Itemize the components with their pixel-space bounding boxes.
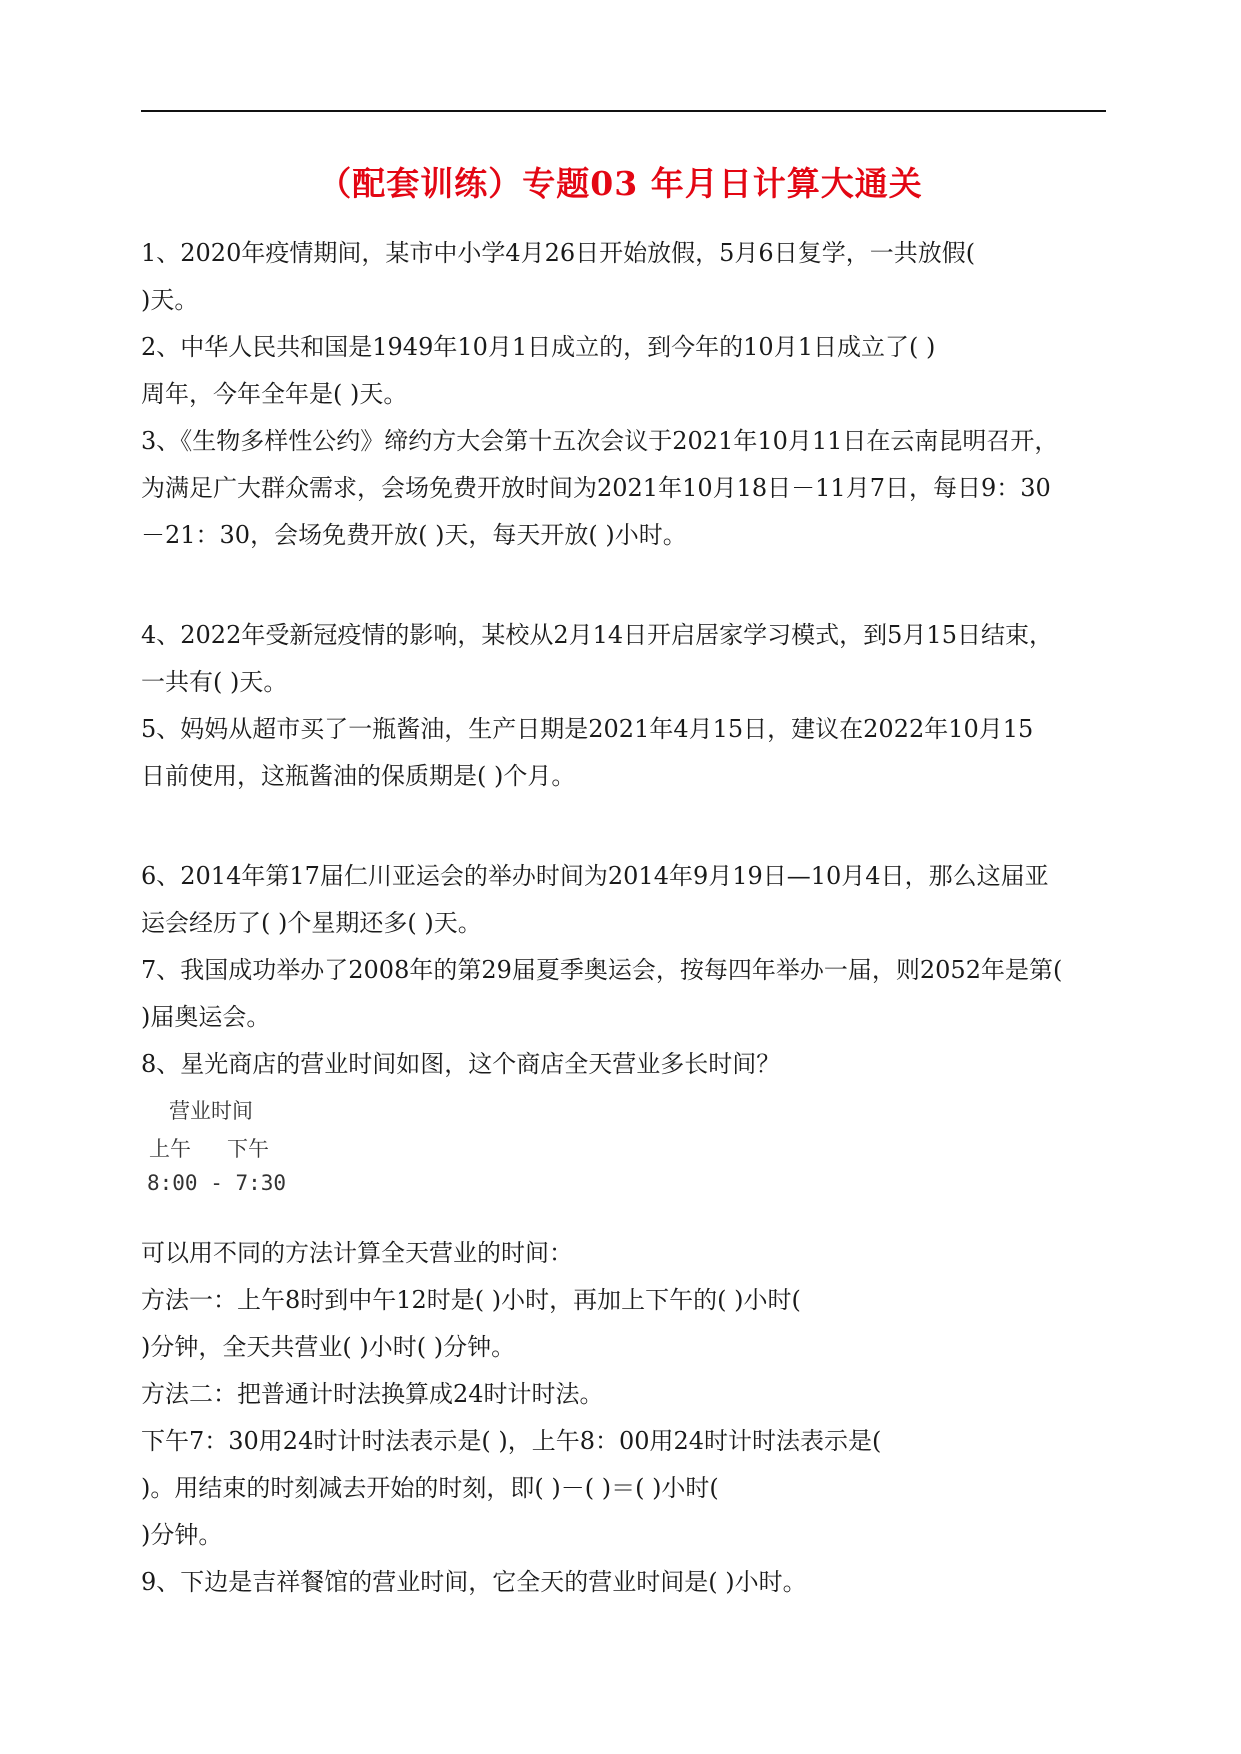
method-2-line-2: 下午7：30用24时计时法表示是( )，上午8：00用24时计时法表示是( xyxy=(141,1427,882,1455)
business-hours-figure xyxy=(141,1095,301,1215)
question-9-line-1: 9、下边是吉祥餐馆的营业时间，它全天的营业时间是( )小时。 xyxy=(141,1568,807,1596)
method-2-line-4: )分钟。 xyxy=(141,1521,223,1549)
question-6-line-2: 运会经历了( )个星期还多( )天。 xyxy=(141,909,482,937)
question-3-line-3: －21：30，会场免费开放( )天，每天开放( )小时。 xyxy=(141,521,687,549)
figure-time-range: 8:00 - 7:30 xyxy=(147,1171,287,1195)
question-4-line-2: 一共有( )天。 xyxy=(141,668,288,696)
question-4-line-1: 4、2022年受新冠疫情的影响，某校从2月14日开启居家学习模式，到5月15日结束， xyxy=(141,621,1053,649)
question-6-line-1: 6、2014年第17届仁川亚运会的举办时间为2014年9月19日—10月4日，那么这届亚 xyxy=(141,862,1049,890)
method-1-line-2: )分钟，全天共营业( )小时( )分钟。 xyxy=(141,1333,516,1361)
question-5-line-1: 5、妈妈从超市买了一瓶酱油，生产日期是2021年4月15日，建议在2022年10月15 xyxy=(141,715,1034,743)
question-7-line-2: )届奥运会。 xyxy=(141,1003,271,1031)
question-8-intro: 可以用不同的方法计算全天营业的时间： xyxy=(141,1239,573,1267)
question-3-line-2: 为满足广大群众需求，会场免费开放时间为2021年10月18日－11月7日，每日9：30 xyxy=(141,474,1051,502)
page-title: （配套训练）专题03 年月日计算大通关 xyxy=(318,164,923,203)
figure-pm-label: 下午 xyxy=(227,1137,269,1161)
question-3-line-1: 3、《生物多样性公约》缔约方大会第十五次会议于2021年10月11日在云南昆明召开， xyxy=(141,427,1059,455)
question-1-line-1: 1、2020年疫情期间，某市中小学4月26日开始放假，5月6日复学，一共放假( xyxy=(141,239,976,267)
figure-heading: 营业时间 xyxy=(169,1099,253,1123)
question-7-line-1: 7、我国成功举办了2008年的第29届夏季奥运会，按每四年举办一届，则2052年是第( xyxy=(141,956,1063,984)
figure-am-label: 上午 xyxy=(149,1137,191,1161)
question-8-line-1: 8、星光商店的营业时间如图，这个商店全天营业多长时间？ xyxy=(141,1050,781,1078)
method-1-line-1: 方法一：上午8时到中午12时是( )小时，再加上下午的( )小时( xyxy=(141,1286,801,1314)
method-2-line-1: 方法二：把普通计时法换算成24时计时法。 xyxy=(141,1380,604,1408)
method-2-line-3: )。用结束的时刻减去开始的时刻，即( )－( )＝( )小时( xyxy=(141,1474,719,1502)
question-5-line-2: 日前使用，这瓶酱油的保质期是( )个月。 xyxy=(141,762,576,790)
question-2-line-2: 周年，今年全年是( )天。 xyxy=(141,380,408,408)
question-1-line-2: )天。 xyxy=(141,286,199,314)
header-rule xyxy=(141,110,1106,112)
question-2-line-1: 2、中华人民共和国是1949年10月1日成立的，到今年的10月1日成立了( ) xyxy=(141,333,936,361)
